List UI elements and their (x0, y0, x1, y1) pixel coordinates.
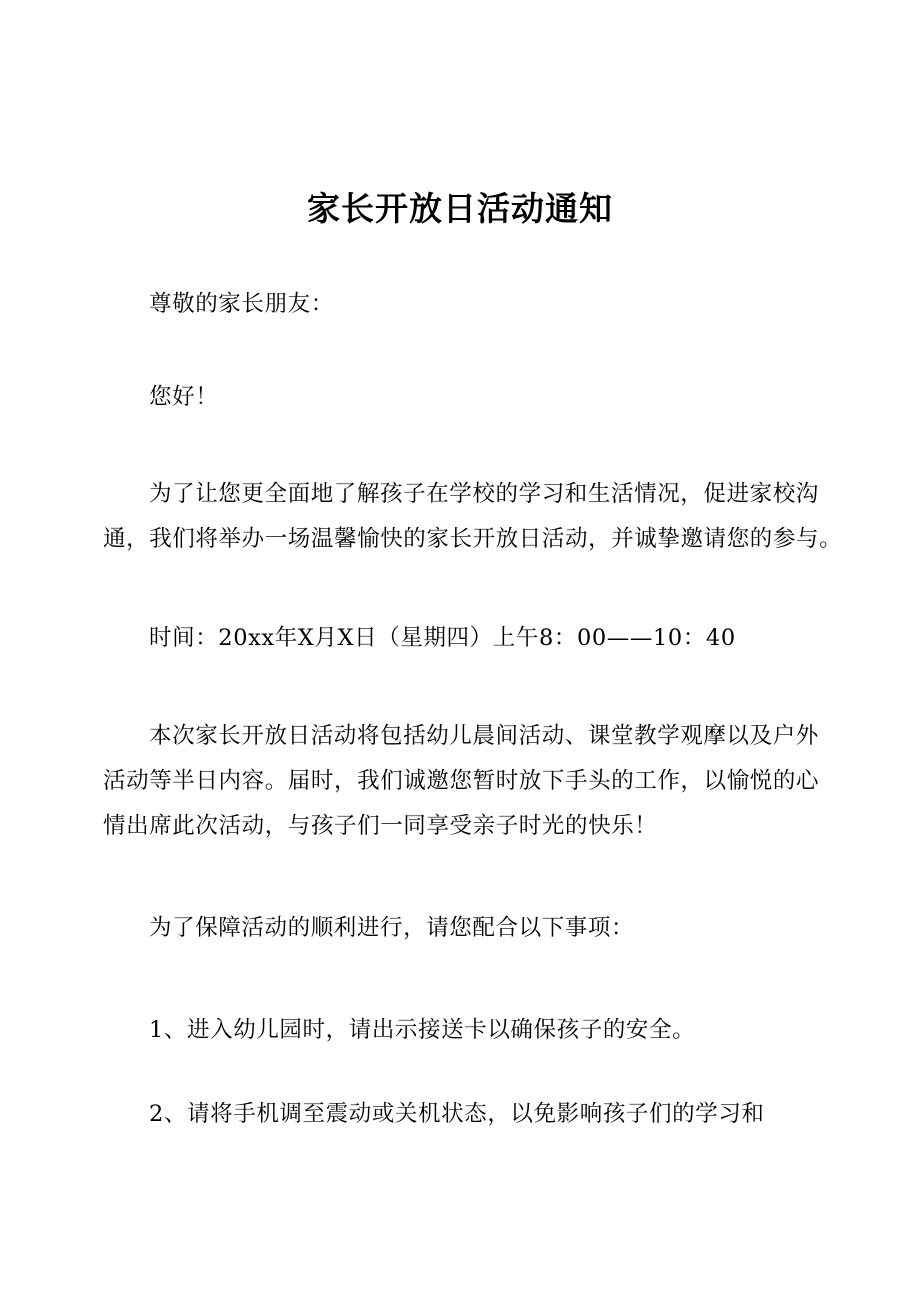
content-paragraph (103, 714, 823, 849)
item-1-text: 1、进入幼儿园时，请出示接送卡以确保孩子的安全。 (149, 1017, 696, 1043)
content-line-1: 本次家长开放日活动将包括幼儿晨间活动、课堂教学观摩以及户外 (149, 723, 819, 749)
greeting-paragraph (103, 375, 823, 420)
notice-intro-text: 为了保障活动的顺利进行，请您配合以下事项： (149, 915, 635, 941)
notice-intro-paragraph (103, 906, 823, 951)
intro-line-1: 为了让您更全面地了解孩子在学校的学习和生活情况，促进家校沟 (149, 481, 819, 507)
intro-line-2: 通，我们将举办一场温馨愉快的家长开放日活动，并诚挚邀请您的参与。 (103, 526, 843, 552)
salutation-paragraph (103, 282, 823, 327)
item-2-text: 2、请将手机调至震动或关机状态，以免影响孩子们的学习和 (149, 1101, 765, 1127)
greeting-text: 您好！ (149, 384, 219, 410)
list-item (103, 1008, 823, 1053)
content-line-3: 情出席此次活动，与孩子们一同享受亲子时光的快乐！ (103, 813, 658, 839)
list-item (103, 1092, 823, 1137)
time-text: 时间：20xx年X月X日（星期四）上午8：00——10：40 (149, 625, 736, 651)
time-paragraph (103, 616, 823, 661)
content-line-2: 活动等半日内容。届时，我们诚邀您暂时放下手头的工作，以愉悦的心 (103, 768, 820, 794)
document-title: 家长开放日活动通知 (307, 189, 613, 228)
intro-paragraph (103, 472, 843, 562)
salutation-text: 尊敬的家长朋友： (149, 291, 334, 317)
